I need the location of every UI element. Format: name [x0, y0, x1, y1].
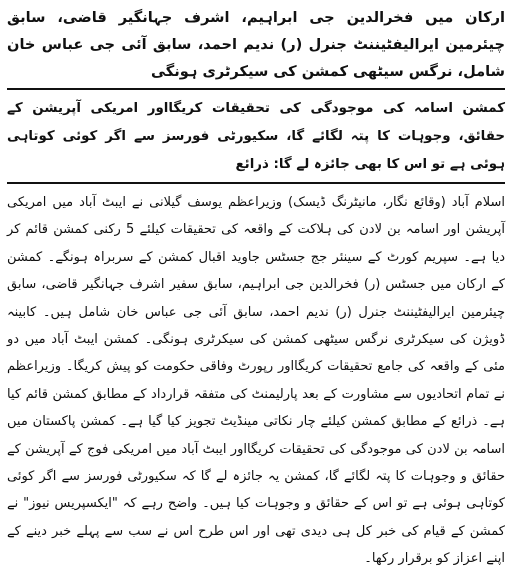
- divider-top: [7, 88, 505, 90]
- divider-bottom: [7, 182, 505, 184]
- headline: ارکان میں فخرالدین جی ابراہیم، اشرف جہانگیر قاضی، سابق چیئرمین ایرالیفٹیننٹ جنرل (ر) ندیم احمد، سابق آئی جی عباس خان شامل، نرگس سیٹھی کمشن کی سیکرٹری ہونگی: [7, 9, 505, 80]
- strapline: کمشن اسامہ کی موجودگی کی تحقیقات کریگااور امریکی آپریشن کے حقائق، وجوہات کا پتہ لگائے گا، سکیورٹی فورسز سے اگر کوئی کوتاہی ہوئی ہے تو اس کا بھی جائزہ لے گا: ذرائع: [7, 101, 505, 172]
- article-body: [7, 189, 505, 573]
- body-paragraph: اسلام آباد (وقائع نگار، مانیٹرنگ ڈیسک) وزیراعظم یوسف گیلانی نے ایبٹ آباد میں امریکی آپریشن اور اسامہ بن لادن کی ہلاکت کے واقعہ کی تحقیقات کیلئے 5 رکنی کمشن قائم کر دیا ہے۔ سپریم کورٹ کے سینئر جج جسٹس جاوید اقبال کمشن کے سربراہ ہونگے۔ کمشن کے ارکان میں جسٹس (ر) فخرالدین جی ابراہیم، سابق سفیر اشرف جہانگیر قاضی، سابق چیئرمین ایرالیفٹیننٹ جنرل (ر) ندیم احمد، سابق آئی جی عباس خان شامل ہیں۔ کابینہ ڈویژن کی سیکرٹری نرگس سیٹھی کمشن کی سیکرٹری ہونگی۔ کمشن ایبٹ آباد میں دو مئی کے واقعہ کی جامع تحقیقات کریگااور رپورٹ وفاقی حکومت کو پیش کریگا۔ وزیراعظم نے تمام اتحادیوں سے مشاورت کے بعد پارلیمنٹ کی متفقہ قرارداد کے مطابق کمشن قائم کیا ہے۔ ذرائع کے مطابق کمشن کیلئے چار نکاتی مینڈیٹ تجویز کیا گیا ہے۔ کمشن پاکستان میں اسامہ بن لادن کی موجودگی کی تحقیقات کریگااور ایبٹ آباد میں امریکی فوج کے آپریشن کے حقائق و وجوہات کا پتہ لگائے گا، کمشن یہ جائزہ لے گا کہ سکیورٹی فورسز سے اگر کوئی کوتاہی ہوئی ہے تو اس کے حقائق و وجوہات کیا ہیں۔ واضح رہے کہ "ایکسپریس نیوز" نے کمشن کے قیام کی خبر کل ہی دیدی تھی اور اس طرح اس نے سب سے پہلے خبر دینے کے اپنے اعزاز کو برقرار رکھا۔: [7, 195, 505, 567]
